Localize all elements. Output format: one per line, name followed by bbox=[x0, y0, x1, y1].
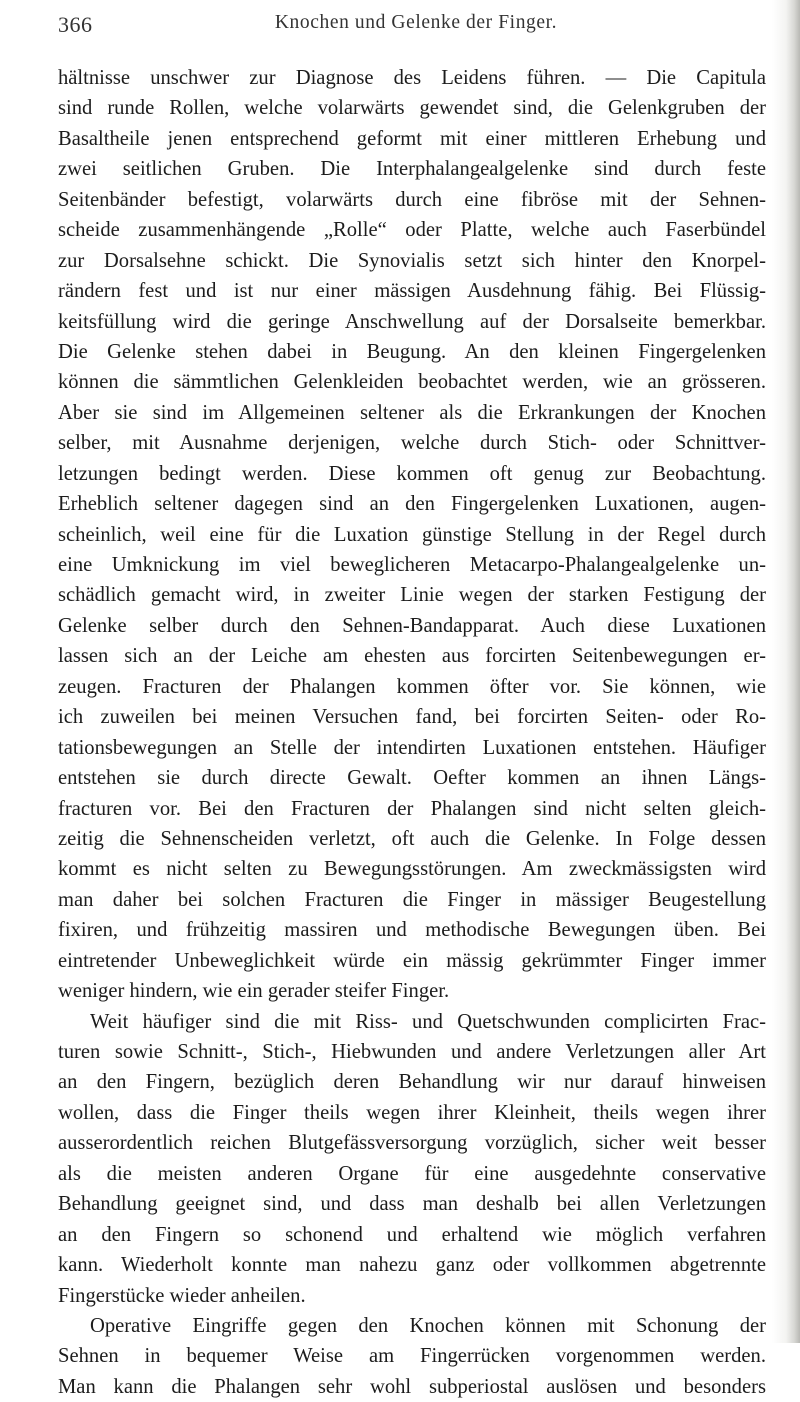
text-line: als die meisten anderen Organe für eine ausgedehnte conservative bbox=[58, 1162, 766, 1185]
text-line: Erheblich seltener dagegen sind an den Fingergelenken Luxationen, augen- bbox=[58, 493, 766, 516]
text-line: Operative Eingriffe gegen den Knochen können mit Schonung der bbox=[90, 1314, 766, 1337]
text-line: Sehnen in bequemer Weise am Fingerrücken vorgenommen werden. bbox=[58, 1345, 766, 1368]
text-line: Basaltheile jenen entsprechend geformt mit einer mittleren Erhebung und bbox=[58, 127, 766, 150]
text-line: schädlich gemacht wird, in zweiter Linie wegen der starken Festigung der bbox=[58, 584, 766, 607]
text-line: scheide zusammenhängende „Rolle“ oder Platte, welche auch Faserbündel bbox=[58, 219, 766, 242]
text-line: an den Fingern, bezüglich deren Behandlung wir nur darauf hinweisen bbox=[58, 1071, 766, 1094]
text-line: tationsbewegungen an Stelle der intendirten Luxationen entstehen. Häufiger bbox=[58, 736, 766, 759]
text-line: fixiren, und frühzeitig massiren und methodische Bewegungen üben. Bei bbox=[58, 919, 766, 942]
text-line: fracturen vor. Bei den Fracturen der Phalangen sind nicht selten gleich- bbox=[58, 797, 766, 820]
text-line: an den Fingern so schonend und erhaltend wie möglich verfahren bbox=[58, 1223, 766, 1246]
text-line: eintretender Unbeweglichkeit würde ein mässig gekrümmter Finger immer bbox=[58, 949, 766, 972]
text-line: Gelenke selber durch den Sehnen-Bandapparat. Auch diese Luxationen bbox=[58, 614, 766, 637]
text-line: ich zuweilen bei meinen Versuchen fand, bei forcirten Seiten- oder Ro- bbox=[58, 706, 766, 729]
page-edge-shadow bbox=[786, 0, 800, 1343]
text-line: Behandlung geeignet sind, und dass man deshalb bei allen Verletzungen bbox=[58, 1193, 766, 1216]
text-line: Weit häufiger sind die mit Riss- und Quetschwunden complicirten Frac- bbox=[90, 1010, 766, 1033]
text-line: können die sämmtlichen Gelenkleiden beobachtet werden, wie an grösseren. bbox=[58, 371, 766, 394]
body-text bbox=[58, 63, 766, 1402]
running-title: Knochen und Gelenke der Finger. bbox=[274, 12, 558, 33]
text-line: zeitig die Sehnenscheiden verletzt, oft auch die Gelenke. In Folge dessen bbox=[58, 827, 766, 850]
text-line: zur Dorsalsehne schickt. Die Synovialis setzt sich hinter den Knorpel- bbox=[58, 249, 766, 272]
text-line: Die Gelenke stehen dabei in Beugung. An den kleinen Fingergelenken bbox=[58, 340, 766, 363]
text-line: turen sowie Schnitt-, Stich-, Hiebwunden und andere Verletzungen aller Art bbox=[58, 1041, 766, 1063]
page-number: 366 bbox=[58, 12, 93, 37]
text-line: eine Umknickung im viel beweglicheren Metacarpo-Phalangealgelenke un- bbox=[58, 554, 766, 576]
text-line: selber, mit Ausnahme derjenigen, welche durch Stich- oder Schnittver- bbox=[58, 432, 766, 455]
text-line: man daher bei solchen Fracturen die Finger in mässiger Beugestellung bbox=[58, 888, 766, 911]
running-header bbox=[58, 12, 774, 38]
text-line: hältnisse unschwer zur Diagnose des Leidens führen. — Die Capitula bbox=[58, 67, 766, 89]
text-line: ausserordentlich reichen Blutgefässversorgung vorzüglich, sicher weit besser bbox=[58, 1132, 766, 1155]
text-line: weniger hindern, wie ein gerader steifer Finger. bbox=[58, 980, 450, 1003]
text-line: Man kann die Phalangen sehr wohl subperiostal auslösen und besonders bbox=[58, 1375, 766, 1398]
text-line: rändern fest und ist nur einer mässigen Ausdehnung fähig. Bei Flüssig- bbox=[58, 280, 766, 303]
text-line: keitsfüllung wird die geringe Anschwellung auf der Dorsalseite bemerkbar. bbox=[58, 310, 766, 333]
text-line: Aber sie sind im Allgemeinen seltener als die Erkrankungen der Knochen bbox=[58, 401, 766, 424]
text-line: Seitenbänder befestigt, volarwärts durch eine fibröse mit der Sehnen- bbox=[58, 188, 766, 211]
text-line: zeugen. Fracturen der Phalangen kommen öfter vor. Sie können, wie bbox=[58, 675, 766, 698]
text-line: kommt es nicht selten zu Bewegungsstörungen. Am zweckmässigsten wird bbox=[58, 858, 766, 881]
text-line: wollen, dass die Finger theils wegen ihrer Kleinheit, theils wegen ihrer bbox=[58, 1101, 766, 1124]
text-line: sind runde Rollen, welche volarwärts gewendet sind, die Gelenkgruben der bbox=[58, 97, 766, 120]
text-line: scheinlich, weil eine für die Luxation günstige Stellung in der Regel durch bbox=[58, 523, 766, 546]
text-line: Fingerstücke wieder anheilen. bbox=[58, 1284, 306, 1307]
text-line: lassen sich an der Leiche am ehesten aus forcirten Seitenbewegungen er- bbox=[58, 645, 766, 668]
text-line: zwei seitlichen Gruben. Die Interphalangealgelenke sind durch feste bbox=[58, 158, 766, 181]
text-line: kann. Wiederholt konnte man nahezu ganz oder vollkommen abgetrennte bbox=[58, 1254, 766, 1277]
text-line: entstehen sie durch directe Gewalt. Oefter kommen an ihnen Längs- bbox=[58, 767, 766, 790]
text-line: letzungen bedingt werden. Diese kommen oft genug zur Beobachtung. bbox=[58, 462, 766, 485]
